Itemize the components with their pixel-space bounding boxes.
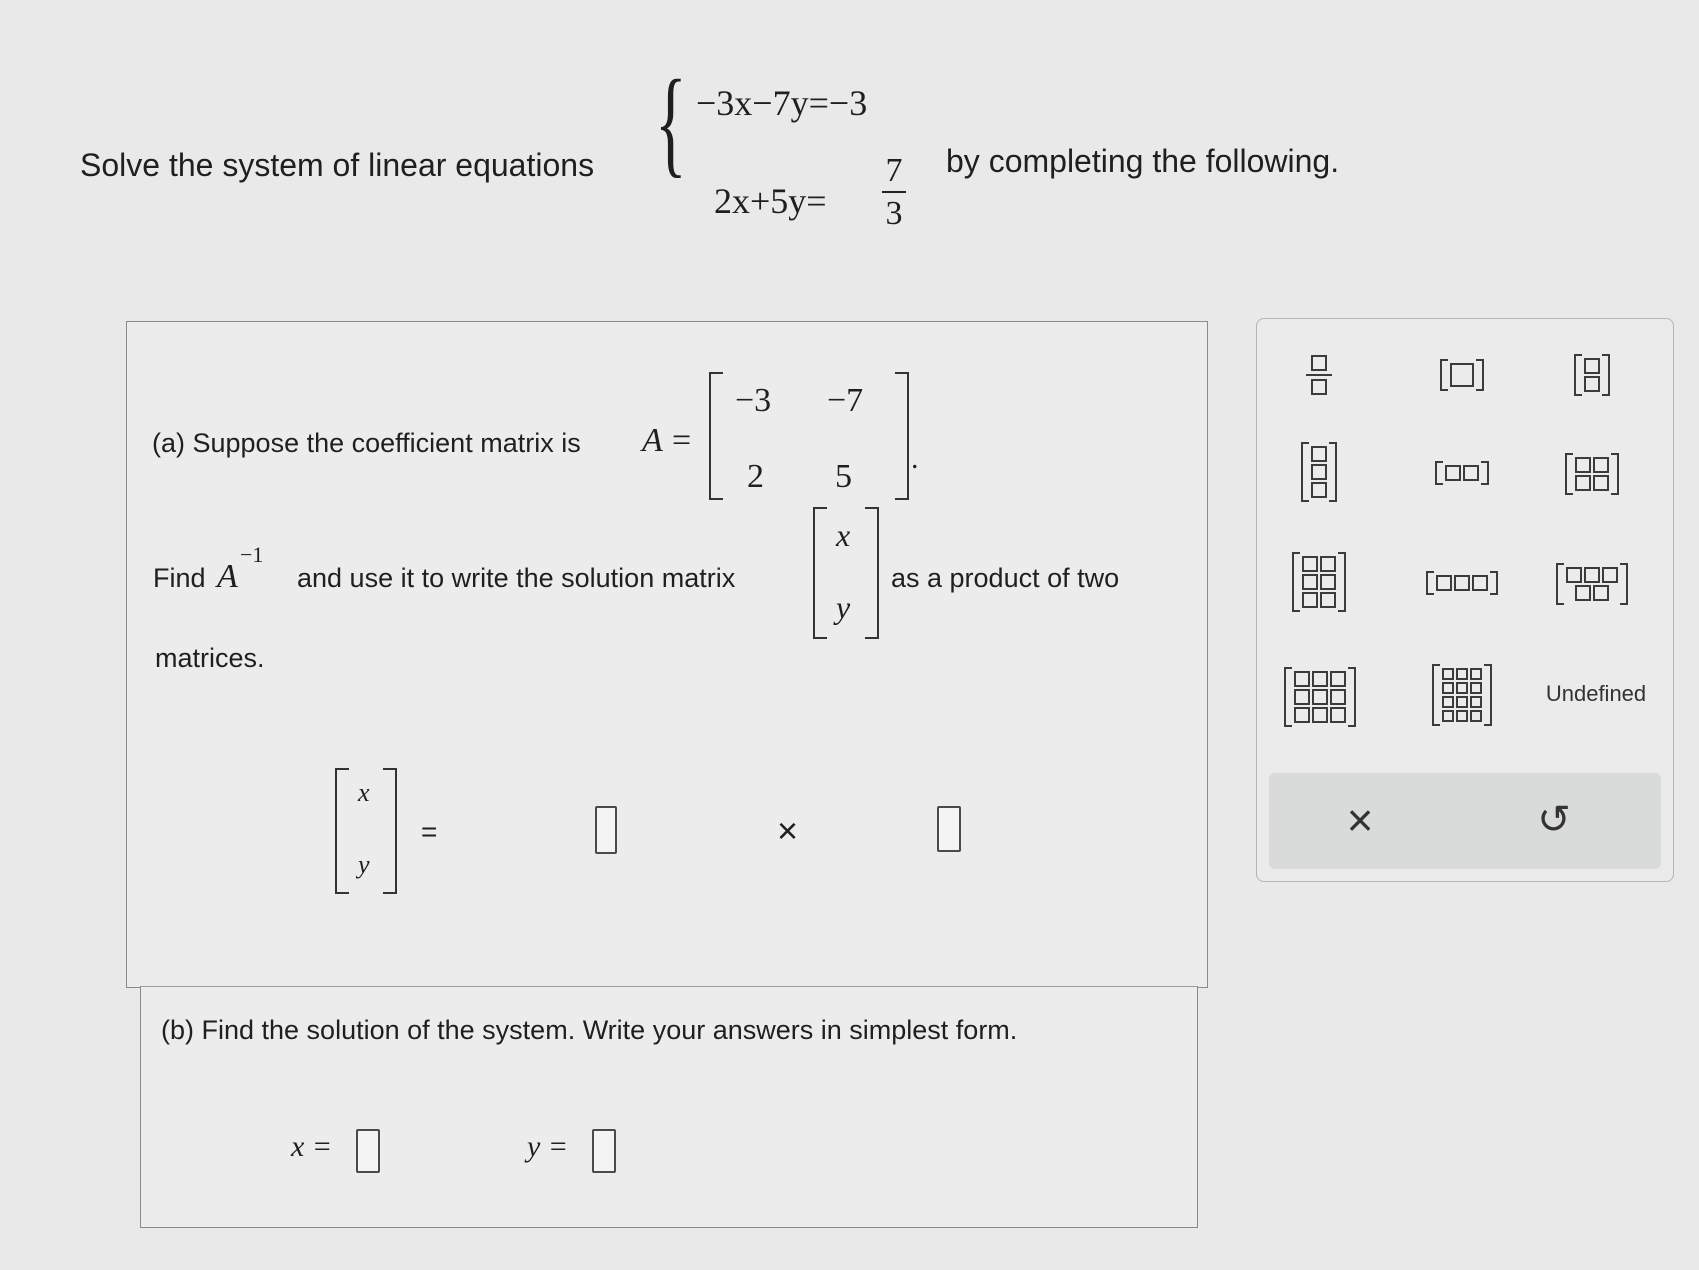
answer-vector-y: y	[358, 850, 370, 879]
matrix-4x3-key[interactable]	[1417, 653, 1507, 737]
part-b-panel	[140, 986, 1198, 1228]
equation-2	[714, 180, 827, 222]
matrix-2x2-icon	[1565, 453, 1619, 495]
question-outro: by completing the following.	[946, 143, 1340, 179]
equation-1: −3x−7y=−3	[696, 83, 868, 123]
matrix-equals: =	[672, 422, 692, 459]
question-intro: Solve the system of linear equations	[80, 147, 595, 183]
system-brace: {	[655, 55, 687, 188]
times-symbol: ×	[777, 810, 799, 851]
fraction-key[interactable]	[1289, 345, 1349, 405]
matrix-cell-1-2: −7	[827, 382, 864, 419]
matrix-cell-2-2: 5	[835, 458, 852, 495]
matrix-3x1-key[interactable]	[1289, 437, 1349, 507]
matrix-cell-1-1: −3	[735, 382, 772, 419]
matrix-2x1-icon	[1574, 354, 1610, 396]
answer-vector-x: x	[358, 778, 370, 807]
undefined-key[interactable]: Undefined	[1545, 681, 1647, 706]
fraction-numerator: 7	[885, 152, 903, 189]
matrix-3x3-key[interactable]	[1275, 659, 1365, 735]
vector-x: x	[836, 517, 851, 553]
x-answer-box[interactable]	[356, 1129, 380, 1173]
matrix-1x2-icon	[1435, 461, 1489, 485]
matrix-cell-2-1: 2	[747, 458, 764, 495]
part-a-prompt: (a) Suppose the coefficient matrix is	[152, 428, 581, 458]
matrix-name: A	[642, 422, 663, 459]
solution-matrix-text: and use it to write the solution matrix	[297, 563, 736, 593]
matrix-3x1-icon	[1301, 442, 1337, 502]
part-b-prompt: (b) Find the solution of the system. Write your answers in simplest form.	[161, 1015, 1018, 1045]
x-label: x =	[291, 1130, 333, 1163]
answer-equals: =	[421, 816, 438, 847]
inverse-exponent: −1	[240, 542, 264, 567]
equation-2-fraction	[882, 152, 906, 233]
matrix-1x3-icon	[1426, 571, 1498, 595]
matrix-2x3-icon	[1556, 563, 1628, 605]
matrix-keypad	[1256, 318, 1674, 882]
answer-vector	[335, 768, 397, 894]
keypad-action-bar	[1269, 773, 1661, 869]
matrix-2x3-key[interactable]	[1537, 551, 1647, 617]
matrix-4x3-icon	[1432, 664, 1492, 726]
matrices-text: matrices.	[155, 643, 265, 673]
coefficient-matrix	[709, 372, 909, 500]
matrix-3x2-key[interactable]	[1279, 547, 1359, 617]
equation-2-lhs: 2x+5y=	[714, 181, 827, 221]
vector-y: y	[836, 589, 851, 625]
matrix-1x3-key[interactable]	[1407, 553, 1517, 613]
matrix-3x2-icon	[1292, 552, 1346, 612]
matrix-2x2-key[interactable]	[1547, 441, 1637, 507]
undo-icon[interactable]: ↺	[1537, 798, 1571, 842]
matrix-1x2-key[interactable]	[1417, 443, 1507, 503]
fraction-icon	[1306, 354, 1332, 396]
solution-vector	[813, 507, 879, 639]
matrix-1x1-icon	[1440, 359, 1484, 391]
part-a-panel	[126, 321, 1208, 988]
matrix-answer-box-2[interactable]	[937, 806, 961, 852]
matrix-1x1-key[interactable]	[1427, 345, 1497, 405]
inverse-base: A	[217, 558, 238, 595]
matrix-2x1-key[interactable]	[1557, 345, 1627, 405]
clear-button[interactable]: ×	[1346, 794, 1374, 846]
y-label: y =	[527, 1130, 569, 1163]
y-answer-box[interactable]	[592, 1129, 616, 1173]
product-text: as a product of two	[891, 563, 1120, 593]
find-label: Find	[153, 563, 206, 593]
matrix-period: .	[911, 442, 919, 475]
fraction-denominator: 3	[885, 195, 903, 233]
matrix-3x3-icon	[1284, 667, 1356, 727]
matrix-answer-box-1[interactable]	[595, 806, 617, 854]
